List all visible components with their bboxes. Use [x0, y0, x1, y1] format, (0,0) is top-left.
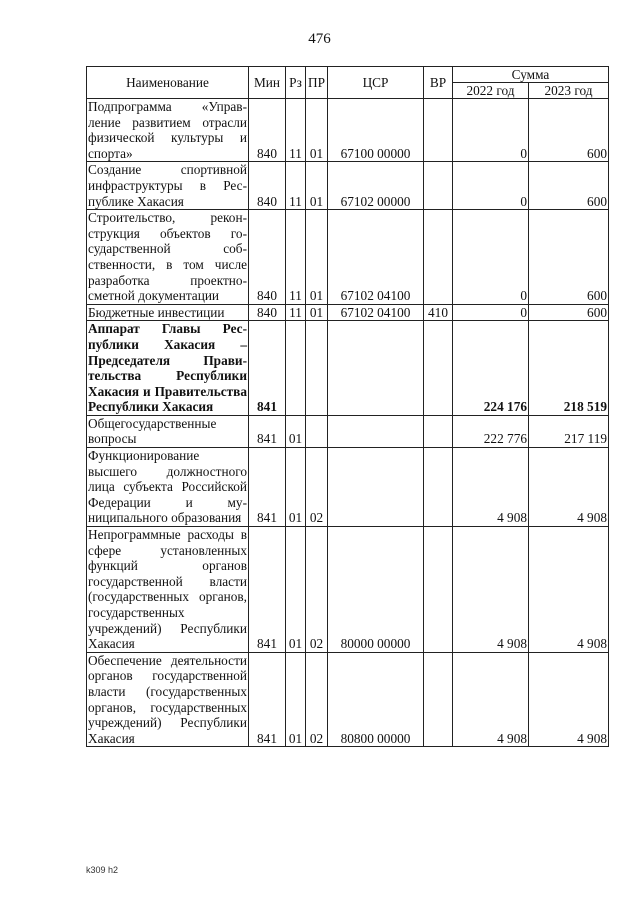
cell-vr	[424, 321, 453, 416]
cell-min: 841	[249, 652, 286, 747]
table-body	[87, 99, 609, 747]
header-csr: ЦСР	[328, 67, 424, 99]
cell-name: Обеспечение деятельности органов государственной власти (государственных органов, государственных учреждений) Республики Хакасия	[88, 652, 247, 746]
cell-pr: 01	[306, 210, 328, 305]
budget-table	[86, 66, 609, 747]
cell-2023: 4 908	[529, 448, 609, 527]
cell-csr: 67102 04100	[328, 304, 424, 321]
cell-name: Подпрограмма «Управление развитием отрасли физической культуры и спорта»	[88, 99, 247, 161]
cell-2023: 600	[529, 99, 609, 162]
cell-pr: 02	[306, 652, 328, 747]
cell-2023: 600	[529, 304, 609, 321]
cell-2022: 4 908	[453, 652, 529, 747]
cell-pr: 01	[306, 304, 328, 321]
header-rz: Рз	[286, 67, 306, 99]
cell-vr	[424, 99, 453, 162]
cell-2022: 0	[453, 99, 529, 162]
table-row	[87, 448, 609, 527]
cell-pr: 01	[306, 99, 328, 162]
header-year-2023: 2023 год	[529, 83, 609, 99]
cell-min: 840	[249, 304, 286, 321]
cell-2022: 4 908	[453, 527, 529, 653]
cell-2022: 0	[453, 210, 529, 305]
cell-pr: 01	[306, 162, 328, 210]
cell-vr: 410	[424, 304, 453, 321]
table-row	[87, 162, 609, 210]
cell-2022: 4 908	[453, 448, 529, 527]
cell-name: Бюджетные инвестиции	[87, 304, 249, 321]
cell-min: 841	[249, 321, 286, 416]
header-min: Мин	[249, 67, 286, 99]
table-row	[87, 321, 609, 416]
cell-pr: 02	[306, 527, 328, 653]
cell-csr: 67102 00000	[328, 162, 424, 210]
cell-rz: 01	[286, 448, 306, 527]
cell-rz: 11	[286, 210, 306, 305]
cell-2022: 0	[453, 304, 529, 321]
cell-name: Строительство, реконструкция объектов государственной собственности, в том числе разработка проектносметной документации	[88, 210, 247, 304]
cell-rz	[286, 321, 306, 416]
cell-vr	[424, 448, 453, 527]
cell-pr	[306, 415, 328, 447]
table-row	[87, 304, 609, 321]
cell-min: 840	[249, 99, 286, 162]
cell-name: Аппарат Главы Республики Хакасия – Председателя Правительства Республики Хакасия и Правительства Республики Хакасия	[88, 321, 247, 415]
cell-rz: 11	[286, 304, 306, 321]
cell-rz: 11	[286, 99, 306, 162]
cell-rz: 01	[286, 415, 306, 447]
footer-code: k309 h2	[86, 865, 119, 875]
cell-csr: 80000 00000	[328, 527, 424, 653]
header-sum: Сумма	[453, 67, 609, 83]
cell-2022: 222 776	[453, 415, 529, 447]
cell-csr	[328, 321, 424, 416]
cell-name: Непрограммные расходы в сфере установленных функций органов государственной власти (государственных органов, государственных учреждений) Республики Хакасия	[88, 527, 247, 652]
cell-vr	[424, 527, 453, 653]
table-row	[87, 99, 609, 162]
cell-rz: 11	[286, 162, 306, 210]
table-row	[87, 652, 609, 747]
cell-csr	[328, 448, 424, 527]
cell-csr: 80800 00000	[328, 652, 424, 747]
cell-min: 840	[249, 162, 286, 210]
cell-2023: 600	[529, 162, 609, 210]
cell-min: 841	[249, 527, 286, 653]
cell-csr: 67100 00000	[328, 99, 424, 162]
cell-2023: 218 519	[529, 321, 609, 416]
cell-2023: 600	[529, 210, 609, 305]
cell-csr	[328, 415, 424, 447]
cell-pr: 02	[306, 448, 328, 527]
cell-min: 841	[249, 448, 286, 527]
header-year-2022: 2022 год	[453, 83, 529, 99]
cell-vr	[424, 210, 453, 305]
cell-rz: 01	[286, 652, 306, 747]
cell-name: Создание спортивной инфраструктуры в Республике Хакасия	[88, 162, 247, 209]
cell-2022: 0	[453, 162, 529, 210]
page-number: 476	[308, 31, 331, 47]
cell-name: Общегосударственные вопросы	[87, 415, 249, 447]
header-pr: ПР	[306, 67, 328, 99]
cell-name: Функционирование высшего должностного лица субъекта Российской Федерации и муниципального образования	[88, 448, 247, 526]
cell-vr	[424, 415, 453, 447]
cell-rz: 01	[286, 527, 306, 653]
cell-2023: 4 908	[529, 652, 609, 747]
cell-csr: 67102 04100	[328, 210, 424, 305]
cell-2022: 224 176	[453, 321, 529, 416]
cell-2023: 217 119	[529, 415, 609, 447]
cell-pr	[306, 321, 328, 416]
table-header-row	[87, 67, 609, 83]
cell-min: 841	[249, 415, 286, 447]
table-row	[87, 415, 609, 447]
cell-2023: 4 908	[529, 527, 609, 653]
header-name: Наименование	[87, 67, 249, 99]
cell-vr	[424, 162, 453, 210]
cell-vr	[424, 652, 453, 747]
table-row	[87, 210, 609, 305]
table-row	[87, 527, 609, 653]
header-vr: ВР	[424, 67, 453, 99]
cell-min: 840	[249, 210, 286, 305]
